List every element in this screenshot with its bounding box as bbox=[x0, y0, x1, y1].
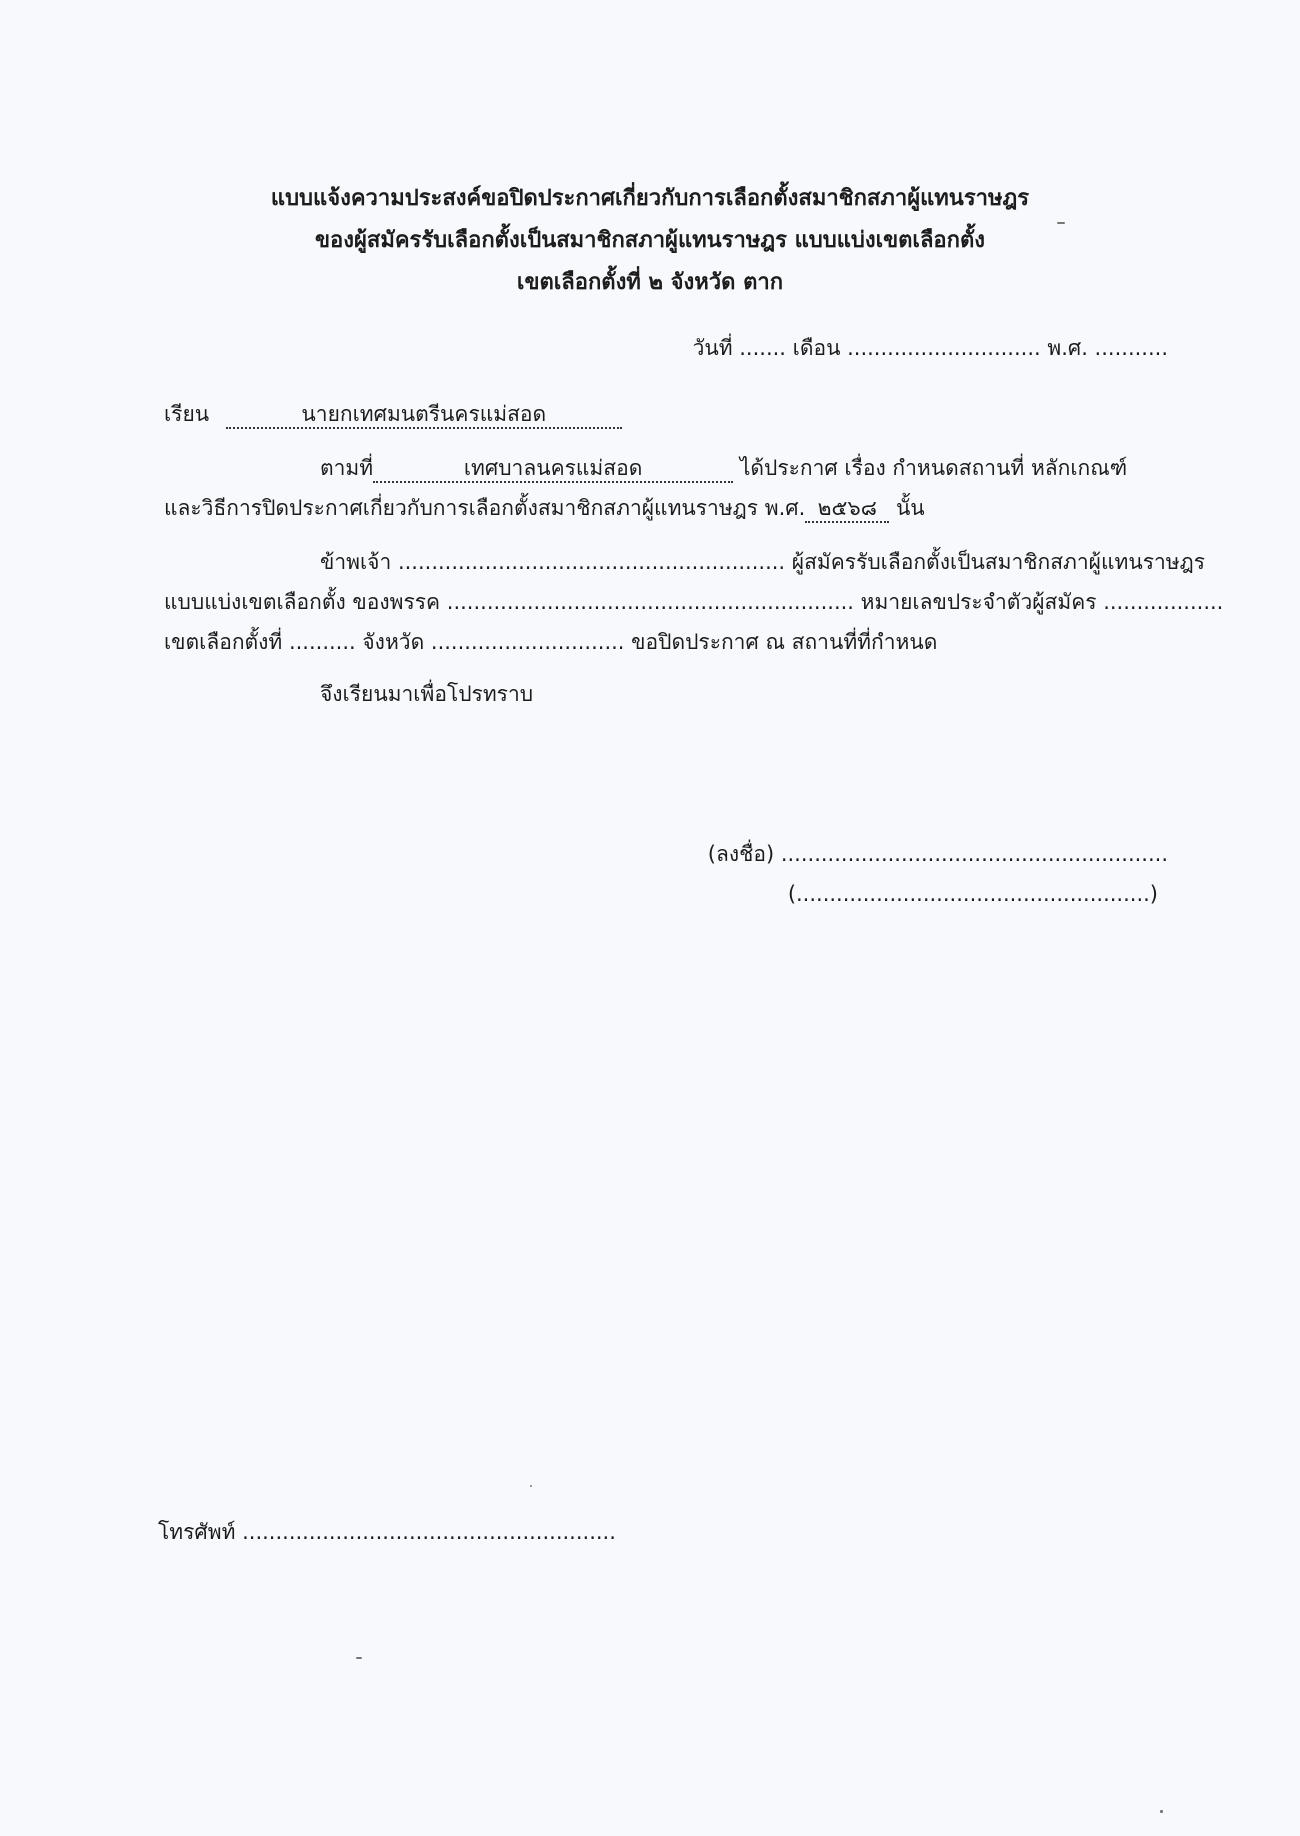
form-title-line1: แบบแจ้งความประสงค์ขอปิดประกาศเกี่ยวกับการเลือกตั้งสมาชิกสภาผู้แทนราษฎร bbox=[270, 186, 1030, 211]
year-field[interactable]: ๒๕๖๘ bbox=[805, 495, 889, 523]
issuing-org-field[interactable]: เทศบาลนครแม่สอด bbox=[373, 455, 733, 483]
paragraph2-line1: ข้าพเจ้า .......................................................... ผู้สมัครรับเลือกตั้งเป็นสมาชิกสภาผู้แทนราษฎร bbox=[320, 550, 1206, 574]
paragraph1-line2-text: และวิธีการปิดประกาศเกี่ยวกับการเลือกตั้งสมาชิกสภาผู้แทนราษฎร พ.ศ. bbox=[164, 496, 806, 520]
signature-name-line: (.....................................................) bbox=[787, 882, 1158, 906]
paragraph1-line2-suffix: นั้น bbox=[895, 496, 925, 520]
form-title-line3: เขตเลือกตั้งที่ ๒ จังหวัด ตาก bbox=[516, 270, 784, 295]
scan-speck bbox=[530, 1485, 532, 1487]
addressee-field[interactable]: นายกเทศมนตรีนครแม่สอด bbox=[226, 401, 622, 429]
scan-speck bbox=[356, 1657, 362, 1659]
date-line: วันที่ ....... เดือน ............................. พ.ศ. ........... bbox=[692, 336, 1168, 360]
paragraph1-suffix: ได้ประกาศ เรื่อง กำหนดสถานที่ หลักเกณฑ์ bbox=[739, 456, 1128, 480]
paragraph1-line2 bbox=[164, 494, 925, 523]
addressee-label: เรียน bbox=[164, 402, 210, 426]
signature-line: (ลงชื่อ) .......................................................... bbox=[707, 842, 1168, 866]
paragraph1-line1 bbox=[320, 454, 1127, 483]
paragraph1-prefix: ตามที่ bbox=[320, 456, 374, 480]
scan-speck bbox=[1160, 1810, 1163, 1813]
closing-line: จึงเรียนมาเพื่อโปรทราบ bbox=[320, 682, 534, 706]
addressee-line bbox=[164, 400, 622, 429]
paragraph2-line2: แบบแบ่งเขตเลือกตั้ง ของพรรค ............................................................. หมายเลขประจำตัวผู้สมัคร .................. bbox=[164, 590, 1224, 614]
form-title-line2: ของผู้สมัครรับเลือกตั้งเป็นสมาชิกสภาผู้แทนราษฎร แบบแบ่งเขตเลือกตั้ง bbox=[315, 228, 985, 253]
phone-line: โทรศัพท์ ........................................................ bbox=[158, 1520, 616, 1544]
paragraph2-line3: เขตเลือกตั้งที่ .......... จังหวัด ............................. ขอปิดประกาศ ณ สถานที่ที่กำหนด bbox=[164, 630, 938, 654]
scan-speck bbox=[1057, 222, 1065, 224]
